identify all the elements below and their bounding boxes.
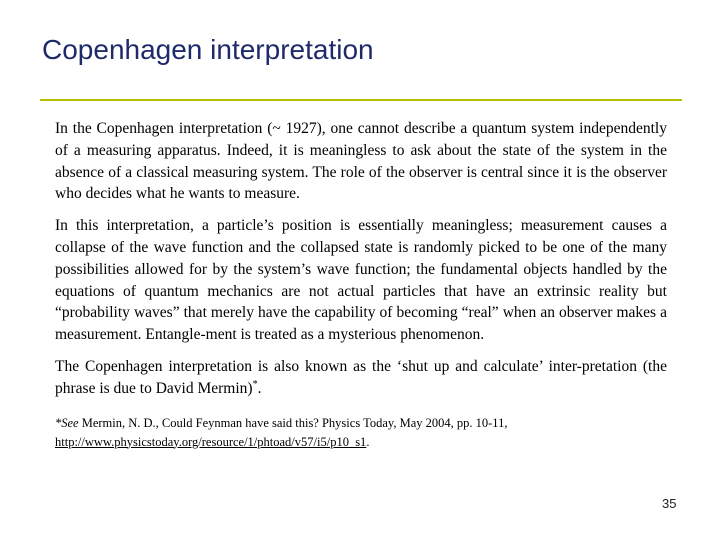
footnote-marker: * xyxy=(252,378,258,390)
footnote-see-label: *See xyxy=(55,415,79,430)
slide-body xyxy=(55,118,667,452)
paragraph-wave-function-collapse: In this interpretation, a particle’s position is essentially meaningless; measurement causes a collapse of the wave function and the collapsed state is randomly picked to be one of the many possibilities allowed for by the system’s wave function; the fundamental objects handled by the equations of quantum mechanics are not actual particles that have an extrinsic reality but “probability waves” that merely have the capability of becoming “real” when an observer makes a measurement. Entangle-ment is treated as a mysterious phenomenon. xyxy=(55,217,667,344)
title-divider xyxy=(40,99,682,101)
footnote xyxy=(55,414,667,452)
paragraph-text: The Copenhagen interpretation is also known as the ‘shut up and calculate’ inter-pretation (the phrase is due to David Mermin) xyxy=(55,357,667,397)
paragraph-copenhagen-intro: In the Copenhagen interpretation (~ 1927), one cannot describe a quantum system independently of a measuring apparatus. Indeed, it is meaningless to ask about the state of the system in the absence of a classical measuring system. The role of the observer is central since it is the observer who decides what he wants to measure. xyxy=(55,120,667,203)
slide-title: Copenhagen interpretation xyxy=(42,34,374,65)
footnote-reference-link[interactable]: http://www.physicstoday.org/resource/1/phtoad/v57/i5/p10_s1 xyxy=(55,434,367,449)
footnote-end: . xyxy=(366,434,370,449)
page-number: 35 xyxy=(662,496,677,511)
footnote-citation: Mermin, N. D., Could Feynman have said this? Physics Today, May 2004, pp. 10-11, xyxy=(78,415,508,430)
paragraph-shut-up-and-calculate: The Copenhagen interpretation is also known as the ‘shut up and calculate’ inter-pretation (the phrase is due to David Mermin)*. xyxy=(55,357,667,397)
